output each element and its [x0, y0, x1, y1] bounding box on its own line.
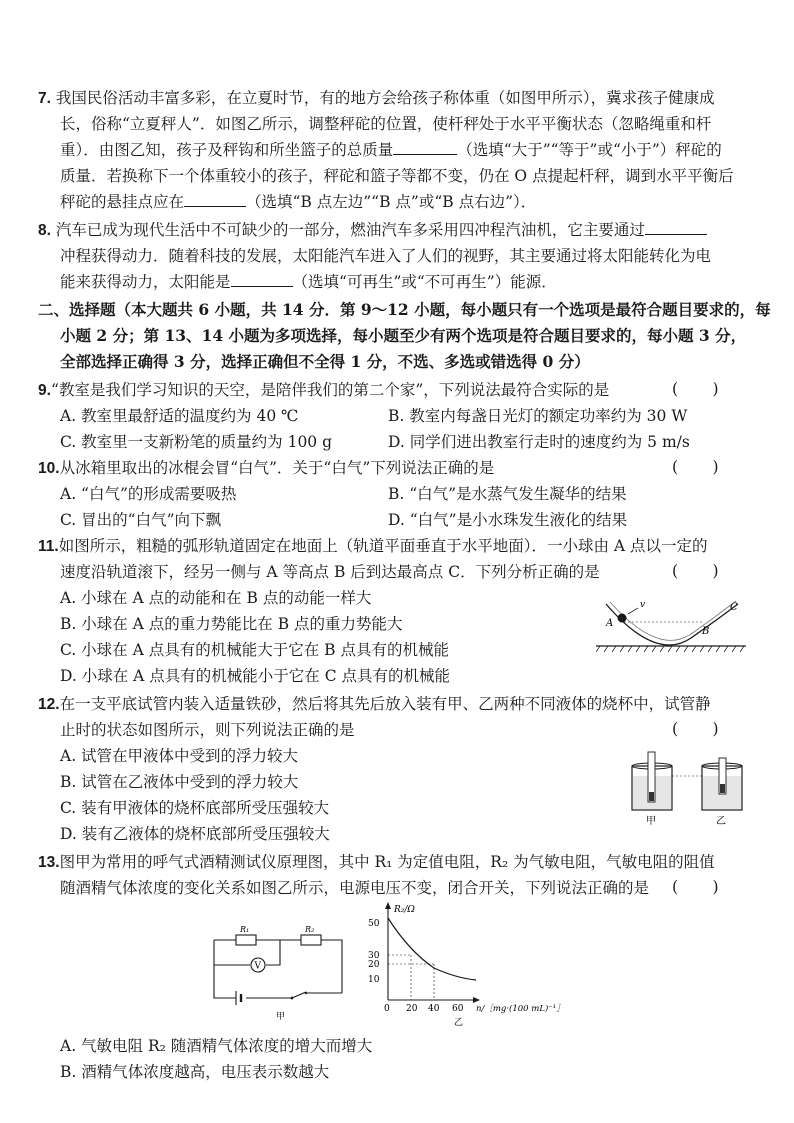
switch — [291, 992, 308, 1000]
q12-line1: 12.在一支平底试管内装入适量铁砂，然后将其先后放入装有甲、乙两种不同液体的烧杯中，试管静 — [38, 695, 711, 713]
ball — [618, 614, 627, 623]
x-tick-0: 0 — [384, 1004, 390, 1014]
label-r1: R₁ — [240, 925, 250, 934]
q11-line2: 速度沿轨道滚下，经另一侧与 A 等高点 B 后到达最高点 C．下列分析正确的是 — [60, 563, 600, 581]
q10-number: 10. — [38, 460, 60, 477]
q10-option-c[interactable]: C. 冒出的“白气”向下飘 — [60, 511, 222, 529]
q9-option-c[interactable]: C. 教室里一支新粉笔的质量约为 100 g — [60, 433, 333, 451]
q9-option-d[interactable]: D. 同学们进出教室行走时的速度约为 5 m/s — [388, 433, 690, 451]
q7-line1: 7. 我国民俗活动丰富多彩，在立夏时节，有的地方会给孩子称体重（如图甲所示），冀求孩子健康成 — [38, 89, 715, 107]
q12-option-d[interactable]: D. 装有乙液体的烧杯底部所受压强较大 — [60, 825, 330, 843]
q8-line2: 冲程获得动力．随着科技的发展，太阳能汽车进入了人们的视野，其主要通过将太阳能转化为电 — [60, 247, 712, 265]
resistance-curve — [388, 918, 476, 980]
caption-yi: 乙 — [454, 1018, 464, 1028]
caption-jia: 甲 — [276, 1012, 286, 1022]
q13-option-b[interactable]: B. 酒精气体浓度越高，电压表示数越大 — [60, 1063, 330, 1081]
q13-answer-paren[interactable]: ( ) — [672, 878, 719, 896]
q11-option-c[interactable]: C. 小球在 A 点具有的机械能大于它在 B 点具有的机械能 — [60, 641, 449, 659]
label-r2: R₂ — [305, 925, 315, 934]
q9-option-a[interactable]: A. 教室里最舒适的温度约为 40 ℃ — [60, 407, 299, 425]
q10-answer-paren[interactable]: ( ) — [672, 458, 719, 476]
q11-option-a[interactable]: A. 小球在 A 点的动能和在 B 点的动能一样大 — [60, 589, 372, 607]
q13-option-a[interactable]: A. 气敏电阻 R₂ 随酒精气体浓度的增大而增大 — [60, 1037, 373, 1055]
q11-answer-paren[interactable]: ( ) — [672, 562, 719, 580]
q13-line1: 13.图甲为常用的呼气式酒精测试仪原理图，其中 R₁ 为定值电阻，R₂ 为气敏电阻，气敏电阻的阻值 — [38, 853, 715, 871]
x-tick-60: 60 — [452, 1004, 464, 1014]
y-axis-label: R₂/Ω — [394, 905, 415, 915]
caption-jia: 甲 — [646, 816, 656, 827]
q9-stem: 9.“教室是我们学习知识的天空，是陪伴我们的第二个家”，下列说法最符合实际的是 — [38, 381, 610, 399]
beaker-jia — [632, 752, 672, 810]
q12-option-c[interactable]: C. 装有甲液体的烧杯底部所受压强较大 — [60, 799, 330, 817]
q8-blank-1[interactable] — [645, 220, 707, 235]
section2-line2: 小题 2 分；第 13、14 小题为多项选择，每小题至少有两个选项是符合题目要求的，每小题 3 分， — [60, 326, 747, 345]
beaker-yi — [702, 758, 742, 810]
label-b: B — [702, 626, 710, 637]
q9-option-b[interactable]: B. 教室内每盏日光灯的额定功率约为 30 W — [388, 407, 688, 425]
q12-option-a[interactable]: A. 试管在甲液体中受到的浮力较大 — [60, 747, 299, 765]
x-axis-arrow — [473, 997, 480, 1003]
y-tick-50: 50 — [368, 919, 380, 929]
section2-line3: 全部选择正确得 3 分，选择正确但不全得 1 分，不选、多选或错选得 0 分） — [60, 352, 590, 371]
q7-line5: 秤砣的悬挂点应在 （选填“B 点左边”“B 点”或“B 点右边”）． — [60, 193, 537, 211]
ground-hatching — [596, 646, 744, 652]
q8-blank-2[interactable] — [231, 272, 293, 287]
x-tick-20: 20 — [406, 1004, 418, 1014]
q11-option-d[interactable]: D. 小球在 A 点具有的机械能小于它在 C 点具有的机械能 — [60, 667, 450, 685]
q8-line3: 能来获得动力，太阳能是 （选填“可再生”或“不可再生”）能源． — [60, 273, 557, 291]
y-tick-30: 30 — [368, 951, 380, 961]
q7-blank-1[interactable] — [393, 140, 457, 155]
q7-number: 7. — [38, 90, 51, 107]
q11-track-figure — [596, 596, 746, 660]
track-curve — [606, 601, 738, 645]
q7-line2: 长，俗称“立夏秤人”．如图乙所示，调整秤砣的位置，使杆秤处于水平平衡状态（忽略绳重和杆 — [60, 115, 712, 133]
y-tick-10: 10 — [368, 975, 380, 985]
q10-stem: 10.从冰箱里取出的冰棍会冒“白气”．关于“白气”下列说法正确的是 — [38, 459, 495, 477]
y-tick-20: 20 — [368, 960, 380, 970]
q11-option-b[interactable]: B. 小球在 A 点的重力势能比在 B 点的重力势能大 — [60, 615, 403, 633]
section2-line1: 二、选择题（本大题共 6 小题，共 14 分．第 9～12 小题，每小题只有一个选项是最符合题目要求的，每 — [38, 300, 771, 319]
resistor-r1 — [236, 935, 256, 945]
q13-circuit-figure — [206, 920, 356, 1022]
q13-number: 13. — [38, 854, 60, 871]
q7-line4: 质量．若换称下一个体重较小的孩子，秤砣和篮子等都不变，仍在 O 点提起杆秤，调到水平平衡后 — [60, 167, 734, 185]
q10-option-d[interactable]: D. “白气”是小水珠发生液化的结果 — [388, 511, 628, 529]
q11-line1: 11.如图所示，粗糙的弧形轨道固定在地面上（轨道平面垂直于水平地面）．一小球由 A 点以一定的 — [38, 537, 708, 555]
q12-option-b[interactable]: B. 试管在乙液体中受到的浮力较大 — [60, 773, 299, 791]
x-tick-40: 40 — [428, 1004, 440, 1014]
label-a: A — [606, 618, 614, 629]
q8-number: 8. — [38, 222, 51, 239]
q9-answer-paren[interactable]: ( ) — [672, 380, 719, 398]
q13-graph-figure — [364, 896, 600, 1028]
q12-beakers-figure — [628, 748, 746, 828]
q10-option-a[interactable]: A. “白气”的形成需要吸热 — [60, 485, 237, 503]
battery — [236, 991, 246, 1005]
velocity-arrow — [628, 608, 638, 614]
graph-dashed-guides — [388, 955, 434, 1000]
q12-answer-paren[interactable]: ( ) — [672, 720, 719, 738]
y-axis-arrow — [385, 902, 391, 909]
q13-line2: 随酒精气体浓度的变化关系如图乙所示，电源电压不变，闭合开关，下列说法正确的是 — [60, 879, 650, 897]
q7-line3: 重）．由图乙知，孩子及秤钩和所坐篮子的总质量 （选填“大于”“等于”或“小于”）秤砣的 — [60, 141, 722, 159]
circuit-wires — [214, 940, 342, 998]
q8-line1: 8. 汽车已成为现代生活中不可缺少的一部分，燃油汽车多采用四冲程汽油机，它主要通过 — [38, 220, 707, 241]
q10-option-b[interactable]: B. “白气”是水蒸气发生凝华的结果 — [388, 485, 627, 503]
resistor-r2 — [301, 935, 321, 945]
voltmeter-label: V — [254, 961, 261, 972]
caption-yi: 乙 — [716, 816, 726, 827]
q9-number: 9. — [38, 382, 51, 399]
label-c: C — [730, 602, 738, 613]
q7-blank-2[interactable] — [184, 192, 246, 207]
label-v: v — [640, 600, 646, 610]
q12-line2: 止时的状态如图所示，则下列说法正确的是 — [60, 721, 355, 739]
x-axis-label: n/［mg·(100 mL)⁻¹］ — [476, 1004, 565, 1014]
q11-number: 11. — [38, 538, 59, 555]
q12-number: 12. — [38, 696, 60, 713]
